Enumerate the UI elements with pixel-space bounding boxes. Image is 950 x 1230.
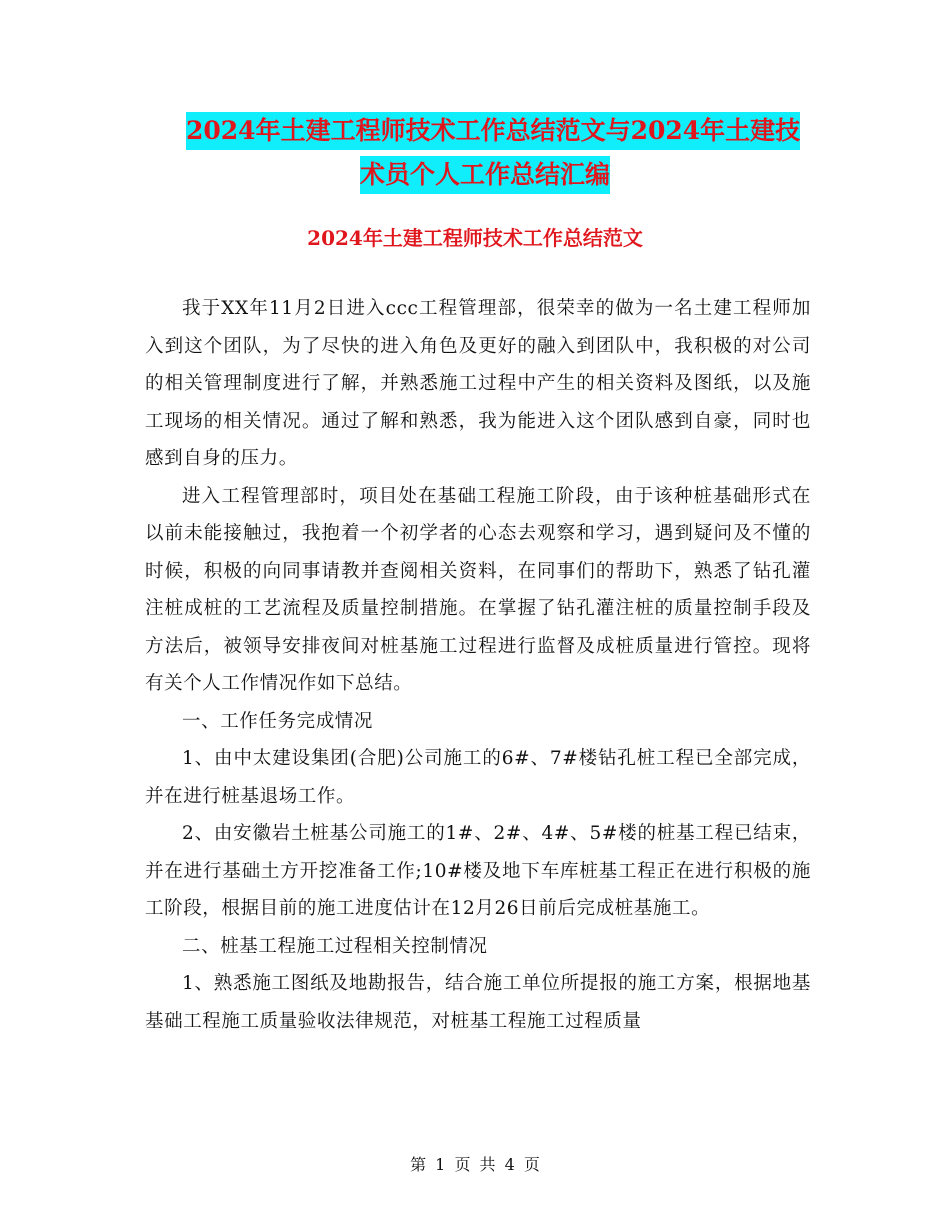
- paragraph-2: 进入工程管理部时，项目处在基础工程施工阶段，由于该种桩基础形式在以前未能接触过，我抱着一个初学者的心态去观察和学习，遇到疑问及不懂的时候，积极的向同事请教并查阅相关资料，在同事们的帮助下，熟悉了钻孔灌注桩成桩的工艺流程及质量控制措施。在掌握了钻孔灌注桩的质量控制手段及方法后，被领导安排夜间对桩基施工过程进行监督及成桩质量进行管控。现将有关个人工作情况作如下总结。: [145, 485, 811, 694]
- section-title: 2024年土建工程师技术工作总结范文: [307, 226, 643, 250]
- title-highlight-2: 术员个人工作总结汇编: [360, 156, 610, 194]
- paragraph-item-1: 1、由中太建设集团(合肥)公司施工的6#、7#楼钻孔桩工程已全部完成，并在进行桩基退场工作。: [145, 748, 811, 807]
- paragraph-item-2: 2、由安徽岩土桩基公司施工的1#、2#、4#、5#楼的桩基工程已结束，并在进行基础土方开挖准备工作;10#楼及地下车库桩基工程正在进行积极的施工阶段，根据目前的施工进度估计在12月26日前后完成桩基施工。: [145, 823, 811, 919]
- heading-work-tasks: 一、工作任务完成情况: [182, 710, 374, 732]
- document-title-line-2: [360, 156, 640, 194]
- paragraph-item-3: 1、熟悉施工图纸及地勘报告，结合施工单位所提报的施工方案，根据地基基础工程施工质量验收法律规范，对桩基工程施工过程质量: [145, 973, 811, 1032]
- paragraph-1: 我于XX年11月2日进入ccc工程管理部，很荣幸的做为一名土建工程师加入到这个团队，为了尽快的进入角色及更好的融入到团队中，我积极的对公司的相关管理制度进行了解，并熟悉施工过程中产生的相关资料及图纸，以及施工现场的相关情况。通过了解和熟悉，我为能进入这个团队感到自豪，同时也感到自身的压力。: [145, 298, 811, 469]
- page-footer: 第 1 页 共 4 页: [410, 1155, 540, 1174]
- document-title-line-1: [186, 112, 810, 150]
- heading-pile-control: 二、桩基工程施工过程相关控制情况: [182, 935, 488, 957]
- title-highlight-1: 2024年土建工程师技术工作总结范文与2024年土建技: [186, 112, 800, 150]
- document-body: [145, 290, 811, 1040]
